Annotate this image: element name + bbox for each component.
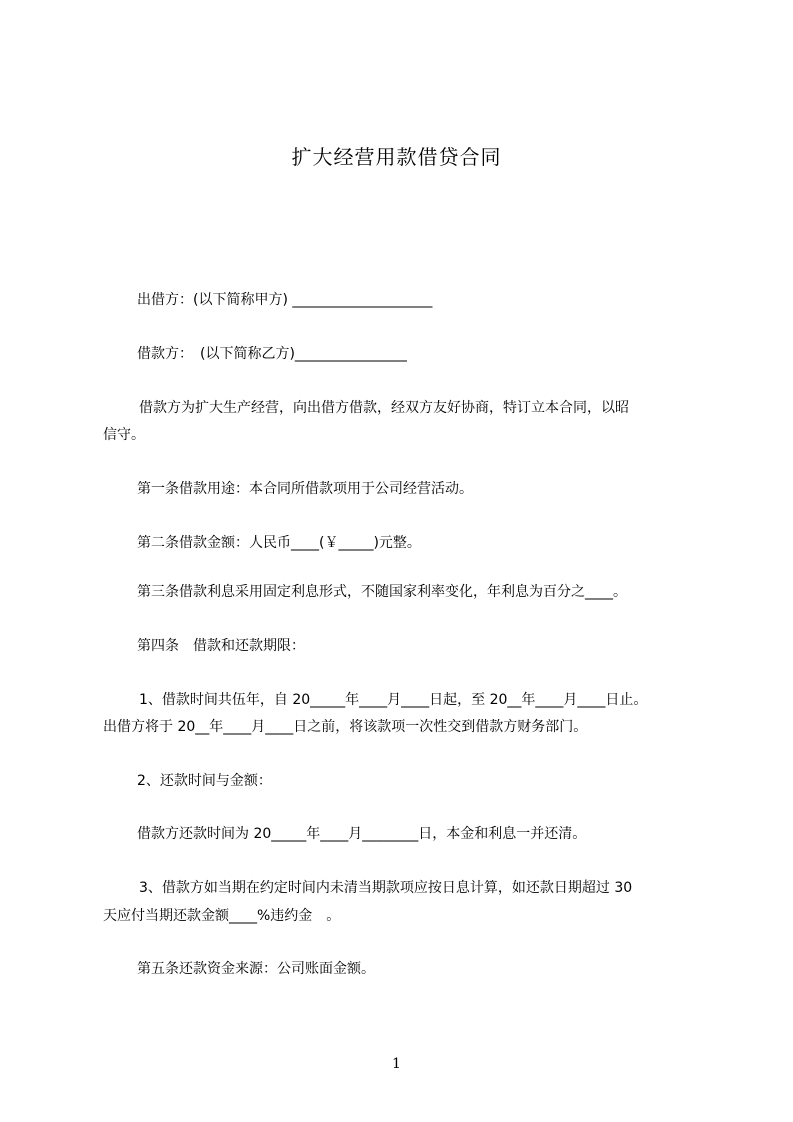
preamble-line-1: 借款方为扩大生产经营，向出借方借款，经双方友好协商，特订立本合同，以昭 [139, 400, 629, 416]
article-1: 第一条借款用途：本合同所借款项用于公司经营活动。 [137, 481, 473, 497]
lender-line: 出借方：(以下简称甲方) ____________________ [137, 292, 433, 308]
item-3-line-2: 天应付当期还款金额____%违约金 。 [103, 908, 341, 924]
page-number: 1 [392, 1056, 401, 1072]
document-title: 扩大经营用款借贷合同 [291, 145, 502, 169]
item-2-detail: 借款方还款时间为 20_____年____月________日，本金和利息一并还清。 [137, 826, 587, 842]
article-2: 第二条借款金额：人民币____(￥_____)元整。 [137, 535, 421, 551]
item-3-line-1: 3、借款方如当期在约定时间内未清当期款项应按日息计算，如还款日期超过 30 [139, 880, 633, 896]
item-2: 2、还款时间与金额： [137, 773, 272, 789]
article-3: 第三条借款利息采用固定利息形式，不随国家利率变化，年利息为百分之____。 [137, 584, 627, 600]
article-5: 第五条还款资金来源：公司账面金额。 [137, 961, 375, 977]
item-1-line-1: 1、借款时间共伍年，自 20_____年____月____日起，至 20__年____月____日止。 [139, 692, 648, 708]
borrower-line: 借款方： (以下简称乙方)________________ [137, 346, 407, 362]
article-4: 第四条 借款和还款期限： [137, 638, 305, 654]
item-1-line-2: 出借方将于 20__年____月____日之前，将该款项一次性交到借款方财务部门。 [103, 719, 588, 735]
preamble-line-2: 信守。 [103, 427, 145, 443]
